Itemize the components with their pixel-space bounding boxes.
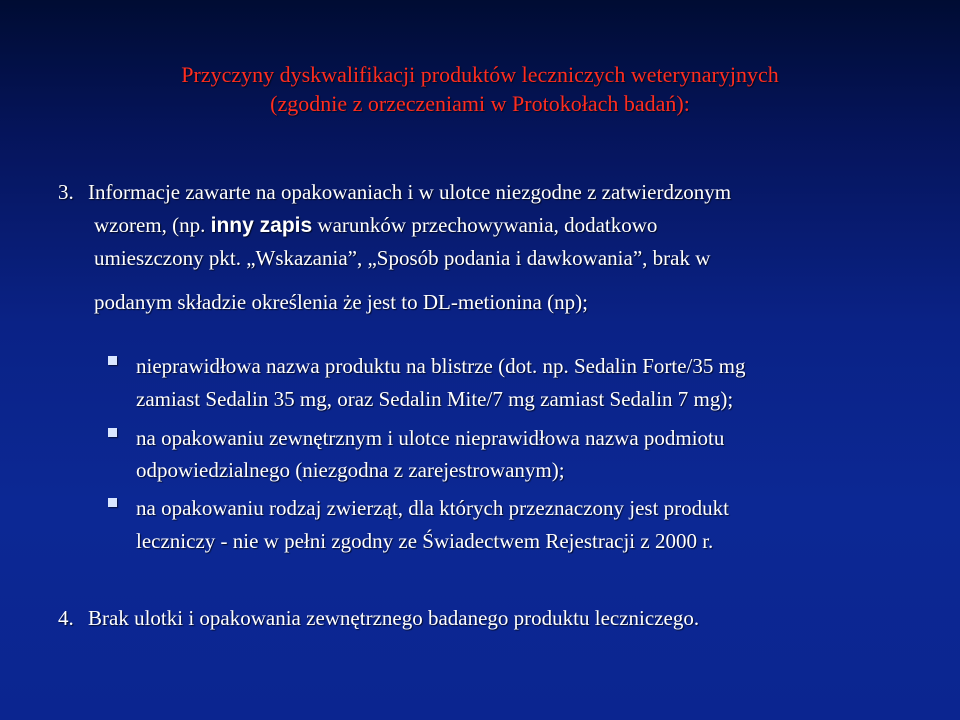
point-4-text: Brak ulotki i opakowania zewnętrznego badanego produktu leczniczego. <box>88 606 700 630</box>
bullet-2-line-1: na opakowaniu zewnętrznym i ulotce nieprawidłowa nazwa podmiotu <box>136 426 725 450</box>
point-4 <box>58 604 699 633</box>
point-3-text-2a: wzorem, (np. <box>94 213 211 237</box>
point-3-bold-text: inny zapis <box>210 214 313 237</box>
point-3-line-1 <box>58 178 731 207</box>
point-3-line-2 <box>94 211 657 240</box>
point-3-text-2b: warunków przechowywania, dodatkowo <box>312 213 658 237</box>
point-3-text-1: Informacje zawarte na opakowaniach i w ulotce niezgodne z zatwierdzonym <box>88 180 732 204</box>
bullet-1-line-2: zamiast Sedalin 35 mg, oraz Sedalin Mite/7 mg zamiast Sedalin 7 mg); <box>136 387 734 411</box>
point-3-line-3: umieszczony pkt. „Wskazania”, „Sposób podania i dawkowania”, brak w <box>94 246 711 270</box>
bullet-square-icon <box>108 428 117 437</box>
bullet-3-line-2: leczniczy - nie w pełni zgodny ze Świadectwem Rejestracji z 2000 r. <box>136 529 714 553</box>
point-3-number: 3. <box>58 180 74 204</box>
bullet-square-icon <box>108 356 117 365</box>
bullet-square-icon <box>108 498 117 507</box>
point-3-line-4: podanym składzie określenia że jest to DL-metionina (np); <box>94 290 588 314</box>
title-line-1: Przyczyny dyskwalifikacji produktów leczniczych weterynaryjnych <box>181 62 779 87</box>
bullet-2-line-2: odpowiedzialnego (niezgodna z zarejestrowanym); <box>136 458 565 482</box>
bullet-3-line-1: na opakowaniu rodzaj zwierząt, dla których przeznaczony jest produkt <box>136 496 730 520</box>
slide-title <box>60 60 900 118</box>
bullet-1-line-1: nieprawidłowa nazwa produktu na blistrze (dot. np. Sedalin Forte/35 mg <box>136 354 746 378</box>
title-line-2: (zgodnie z orzeczeniami w Protokołach badań): <box>270 91 690 116</box>
point-4-number: 4. <box>58 606 74 630</box>
